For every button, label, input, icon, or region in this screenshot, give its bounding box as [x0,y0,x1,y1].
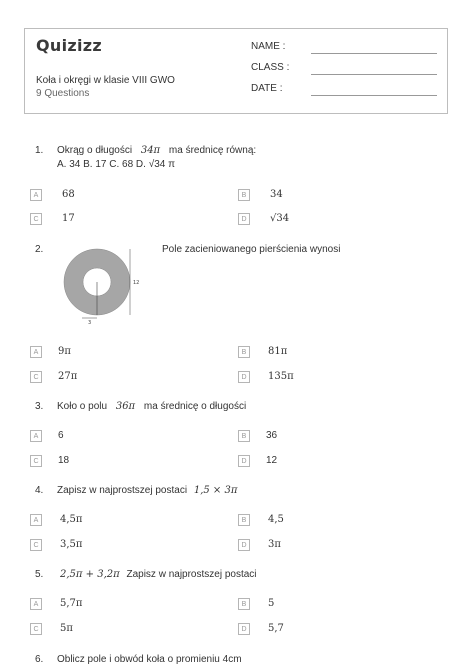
option-letter-box[interactable]: B [238,430,250,442]
option-letter-box[interactable]: B [238,346,250,358]
option-letter-box[interactable]: C [30,539,42,551]
option-letter-box[interactable]: D [238,539,250,551]
option-letter-box[interactable]: C [30,623,42,635]
option-letter-box[interactable]: C [30,371,42,383]
option-letter-box[interactable]: D [238,213,250,225]
option-text[interactable]: 5,7 [268,623,284,634]
option-text[interactable]: 81π [268,346,288,357]
option-text[interactable]: √34 [270,213,290,224]
question-text [57,145,256,156]
date-label: DATE : [251,83,283,94]
option-letter-box[interactable]: A [30,514,42,526]
date-line[interactable] [311,95,437,96]
math-expression: 1,5 × 3π [193,485,238,496]
question-number: 6. [35,654,44,665]
option-letter-box[interactable]: B [238,598,250,610]
question-number: 1. [35,145,44,156]
option-letter-box[interactable]: A [30,189,42,201]
question-text: Pole zacieniowanego pierścienia wynosi [162,244,341,255]
question-text-part: ma średnicę równą: [168,145,257,156]
option-letter-box[interactable]: A [30,598,42,610]
option-text[interactable]: 6 [58,430,64,441]
option-text[interactable]: 3π [268,539,281,550]
option-text[interactable]: 18 [58,455,70,466]
question-number: 5. [35,569,44,580]
option-text[interactable]: 4,5 [268,514,284,525]
option-text[interactable]: 17 [62,213,75,224]
question-count: 9 Questions [36,88,90,99]
quiz-title: Koła i okręgi w klasie VIII GWO [36,75,175,86]
option-text[interactable]: 34 [270,189,283,200]
question-text: Oblicz pole i obwód koła o promieniu 4cm [57,654,242,665]
quizizz-logo: Quizizz [36,36,102,55]
question-subline: A. 34 B. 17 C. 68 D. √34 π [57,159,176,170]
math-expression: 36π [115,401,136,412]
option-text[interactable]: 135π [268,371,294,382]
option-letter-box[interactable]: A [30,430,42,442]
class-line[interactable] [311,74,437,75]
option-letter-box[interactable]: C [30,213,42,225]
math-expression: 34π [140,145,161,156]
option-text[interactable]: 5 [268,598,275,609]
option-letter-box[interactable]: D [238,371,250,383]
question-number: 3. [35,401,44,412]
option-letter-box[interactable]: B [238,514,250,526]
question-text-part: Koło o polu [57,401,108,412]
question-text-part: Zapisz w najprostszej postaci [126,569,257,580]
name-line[interactable] [311,53,437,54]
option-text[interactable]: 36 [266,430,278,441]
option-text[interactable]: 3,5π [60,539,83,550]
option-text[interactable]: 27π [58,371,78,382]
option-text[interactable]: 9π [58,346,71,357]
option-letter-box[interactable]: D [238,623,250,635]
question-text [57,485,237,496]
option-text[interactable]: 68 [62,189,75,200]
question-number: 4. [35,485,44,496]
question-text-part: ma średnicę o długości [143,401,247,412]
question-text-part: Zapisz w najprostszej postaci [57,485,188,496]
question-text-part: Okrąg o długości [57,145,133,156]
outer-dimension-label: 12 [133,280,140,286]
inner-dimension-label: 3 [88,320,92,325]
option-text[interactable]: 5π [60,623,73,634]
option-text[interactable]: 12 [266,455,278,466]
question-number: 2. [35,244,44,255]
option-letter-box[interactable]: B [238,189,250,201]
option-letter-box[interactable]: A [30,346,42,358]
annulus-diagram [62,240,142,325]
name-label: NAME : [251,41,286,52]
class-label: CLASS : [251,62,290,73]
question-text [60,569,257,580]
option-letter-box[interactable]: D [238,455,250,467]
question-text [57,401,246,412]
option-letter-box[interactable]: C [30,455,42,467]
option-text[interactable]: 5,7π [60,598,83,609]
option-text[interactable]: 4,5π [60,514,83,525]
math-expression: 2,5π + 3,2π [60,569,120,580]
worksheet-header [24,28,448,114]
